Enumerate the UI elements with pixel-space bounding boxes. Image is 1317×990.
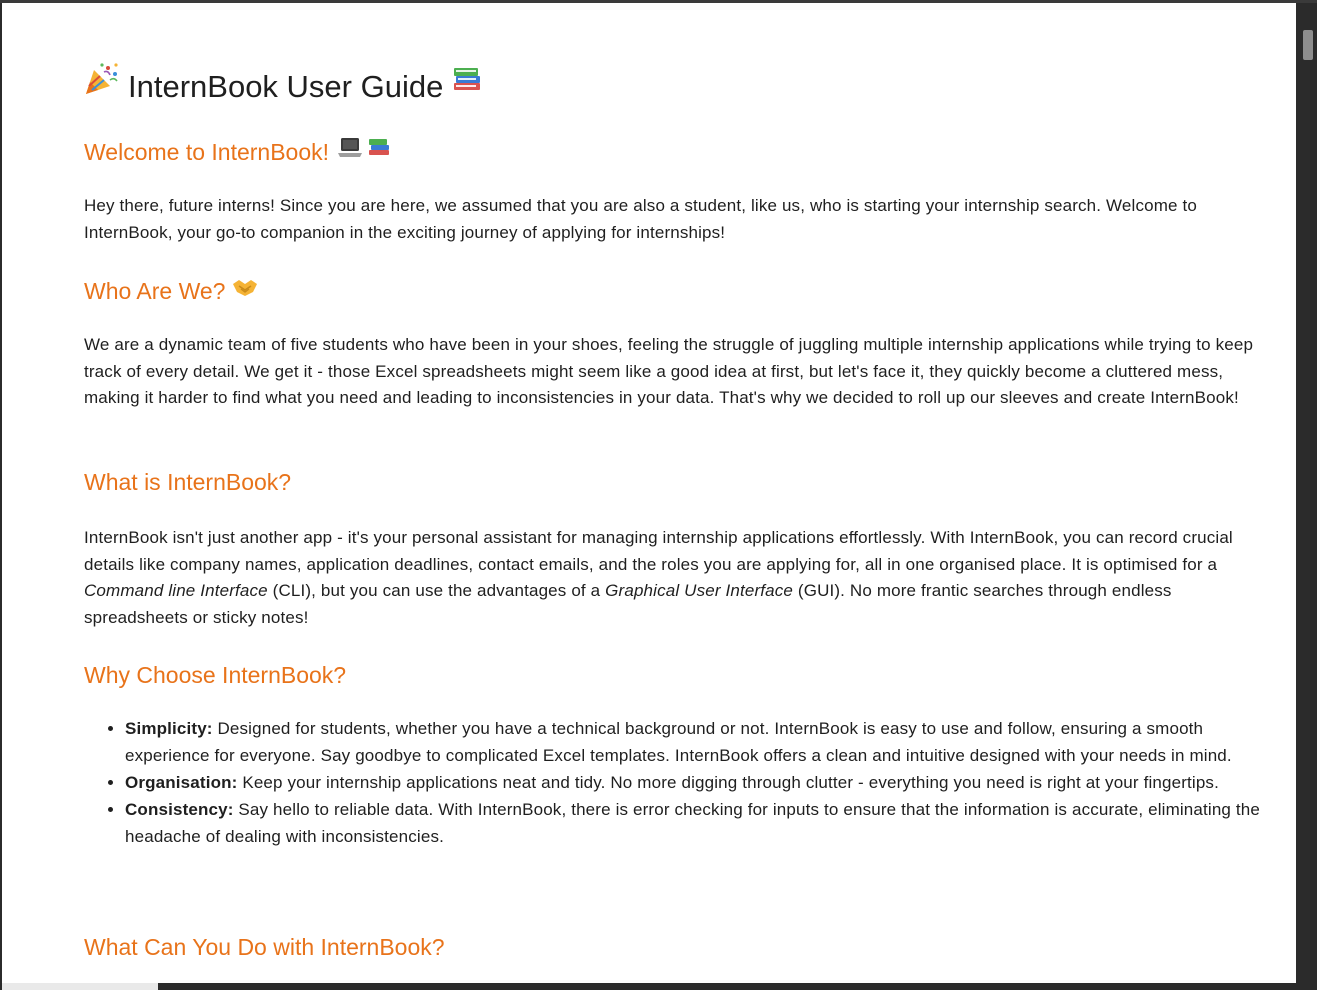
window-bottom-bar bbox=[0, 983, 1317, 990]
what-text-1: InternBook isn't just another app - it's your personal assistant for managing internship applications effortlessly. With InternBook, you can record crucial details like company names, application deadlines, contact emails, and the roles you are applying for, all in one organised place. It is optimised for a bbox=[84, 528, 1233, 574]
books-icon bbox=[451, 61, 483, 105]
help-page bbox=[2, 3, 1296, 983]
gui-term: Graphical User Interface bbox=[605, 581, 794, 600]
handshake-icon bbox=[231, 275, 259, 305]
welcome-heading: Welcome to InternBook! bbox=[84, 137, 391, 169]
organisation-term: Organisation: bbox=[125, 773, 238, 792]
who-paragraph: We are a dynamic team of five students who have been in your shoes, feeling the struggle of juggling multiple internship applications while trying to keep track of every detail. We get it - those Excel spreadsheets might seem like a good idea at first, but let's face it, they quickly become a cluttered mess, making it harder to find what you need and leading to inconsistencies in your data. That's why we decided to roll up our sleeves and create InternBook! bbox=[84, 335, 1254, 407]
list-item bbox=[125, 796, 1285, 850]
consistency-term: Consistency: bbox=[125, 800, 234, 819]
what-text-3: (GUI). No more frantic searches through endless spreadsheets or sticky notes! bbox=[84, 581, 1172, 627]
organisation-text: Keep your internship applications neat and tidy. No more digging through clutter - everything you need is right at your fingertips. bbox=[237, 773, 1219, 792]
what-heading: What is InternBook? bbox=[84, 469, 292, 495]
what-paragraph bbox=[84, 525, 1280, 631]
cli-term: Command line Interface bbox=[84, 581, 268, 600]
simplicity-term: Simplicity: bbox=[125, 719, 213, 738]
vertical-scrollbar[interactable] bbox=[1296, 3, 1317, 983]
books-icon bbox=[367, 135, 391, 166]
cando-heading: What Can You Do with InternBook? bbox=[84, 934, 445, 960]
simplicity-text: Designed for students, whether you have a technical background or not. InternBook is easy to use and follow, ensuring a smooth experience for everyone. Say goodbye to complicated Excel templates. InternBook offers a clean and intuitive designed with your needs in mind. bbox=[125, 719, 1232, 765]
what-text-2: (CLI), but you can use the advantages of a bbox=[267, 581, 606, 600]
page-title: InternBook User Guide bbox=[84, 65, 483, 112]
why-list bbox=[84, 715, 1285, 850]
why-heading: Why Choose InternBook? bbox=[84, 662, 347, 688]
laptop-icon bbox=[337, 135, 363, 166]
party-popper-icon bbox=[84, 62, 120, 108]
list-item bbox=[125, 715, 1285, 769]
welcome-paragraph: Hey there, future interns! Since you are here, we assumed that you are also a student, like us, who is starting your internship search. Welcome to InternBook, your go-to companion in the exciting journey of applying for internships! bbox=[84, 196, 1197, 242]
who-heading: Who Are We? bbox=[84, 276, 259, 308]
list-item bbox=[125, 769, 1285, 796]
bottom-tab[interactable] bbox=[2, 983, 158, 990]
consistency-text: Say hello to reliable data. With InternBook, there is error checking for inputs to ensure that the information is accurate, eliminating the headache of dealing with inconsistencies. bbox=[125, 800, 1260, 846]
scrollbar-thumb[interactable] bbox=[1303, 30, 1313, 60]
